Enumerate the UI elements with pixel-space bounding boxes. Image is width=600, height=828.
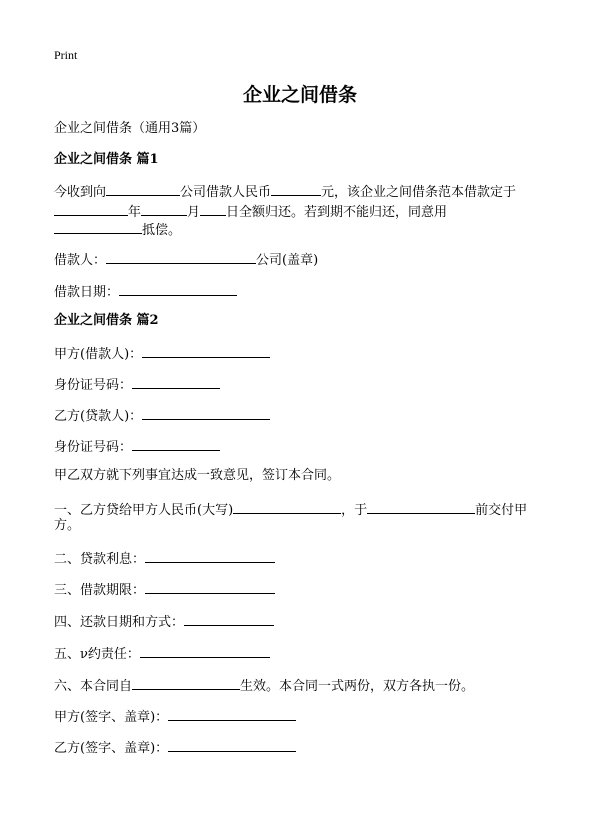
blank-borrower	[106, 250, 256, 264]
contract-intro: 甲乙双方就下列事宜达成一致意见，签订本合同。	[54, 468, 341, 483]
blank-party-a	[142, 344, 270, 358]
party-b-label: 乙方(贷款人)：	[54, 409, 143, 424]
sign-a-label: 甲方(签字、盖章)：	[54, 710, 169, 725]
text-fragment: 日全额归还。若到期不能归还，同意用	[226, 205, 448, 220]
party-a-label: 甲方(借款人)：	[54, 347, 143, 362]
blank-sign-b	[168, 738, 296, 752]
blank-sign-a	[168, 707, 296, 721]
id-a-label: 身份证号码：	[54, 378, 133, 393]
print-link[interactable]: Print	[54, 48, 78, 62]
blank-effective	[132, 676, 240, 690]
blank-liability	[140, 644, 270, 658]
id-a-line	[54, 375, 220, 394]
section-1-line-2	[54, 202, 447, 221]
blank-month	[141, 202, 187, 216]
text-fragment: 前交付甲	[475, 503, 528, 518]
loan-date-label: 借款日期：	[54, 285, 120, 300]
blank-interest	[145, 549, 275, 563]
section-1-line-3	[54, 220, 181, 239]
section-2-heading: 企业之间借条 篇2	[54, 313, 159, 328]
blank-repayment	[184, 612, 274, 626]
party-b-line	[54, 406, 270, 425]
clause-4-line	[54, 612, 274, 631]
blank-id-a	[132, 375, 220, 389]
clause-6-line	[54, 676, 474, 695]
blank-day	[200, 202, 226, 216]
borrower-suffix: 公司(盖章)	[256, 253, 319, 268]
text-fragment: 年	[128, 205, 142, 220]
blank-term	[145, 580, 275, 594]
document-subtitle: 企业之间借条（通用3篇）	[54, 121, 206, 136]
clause-1-line-2: 方。	[54, 518, 81, 533]
text-fragment: ，于	[341, 503, 368, 518]
text-fragment: 一、乙方贷给甲方人民币(大写)	[54, 503, 234, 518]
id-b-line	[54, 437, 220, 456]
borrower-line	[54, 250, 318, 269]
sign-b-line	[54, 738, 296, 757]
blank-lender	[106, 182, 180, 196]
section-1-line-1	[54, 182, 516, 201]
clause-4-label: 四、还款日期和方式：	[54, 615, 185, 630]
id-b-label: 身份证号码：	[54, 440, 133, 455]
text-fragment: 抵偿。	[142, 223, 182, 238]
blank-year	[54, 202, 128, 216]
loan-date-line	[54, 282, 237, 301]
sign-a-line	[54, 707, 296, 726]
blank-party-b	[142, 406, 270, 420]
sign-b-label: 乙方(签字、盖章)：	[54, 741, 169, 756]
blank-amount	[271, 182, 321, 196]
text-fragment: 生效。本合同一式两份，双方各执一份。	[240, 679, 475, 694]
section-1-heading: 企业之间借条 篇1	[54, 152, 159, 167]
party-a-line	[54, 344, 270, 363]
document-title: 企业之间借条	[242, 84, 357, 106]
text-fragment: 月	[187, 205, 201, 220]
blank-loan-date	[119, 282, 237, 296]
clause-5-label: 五、ν约责任：	[54, 647, 140, 662]
clause-3-line	[54, 580, 275, 599]
blank-offset	[54, 220, 142, 234]
clause-1-line-1	[54, 500, 527, 519]
blank-delivery-date	[367, 500, 475, 514]
text-fragment: 元，该企业之间借条范本借款定于	[321, 185, 517, 200]
clause-3-label: 三、借款期限：	[54, 583, 146, 598]
text-fragment: 六、本合同自	[54, 679, 133, 694]
clause-2-label: 二、贷款利息：	[54, 552, 146, 567]
text-fragment: 今收到向	[54, 185, 107, 200]
blank-id-b	[132, 437, 220, 451]
clause-2-line	[54, 549, 275, 568]
text-fragment: 公司借款人民币	[180, 185, 272, 200]
clause-5-line	[54, 644, 270, 663]
borrower-label: 借款人：	[54, 253, 107, 268]
blank-amount-words	[233, 500, 341, 514]
